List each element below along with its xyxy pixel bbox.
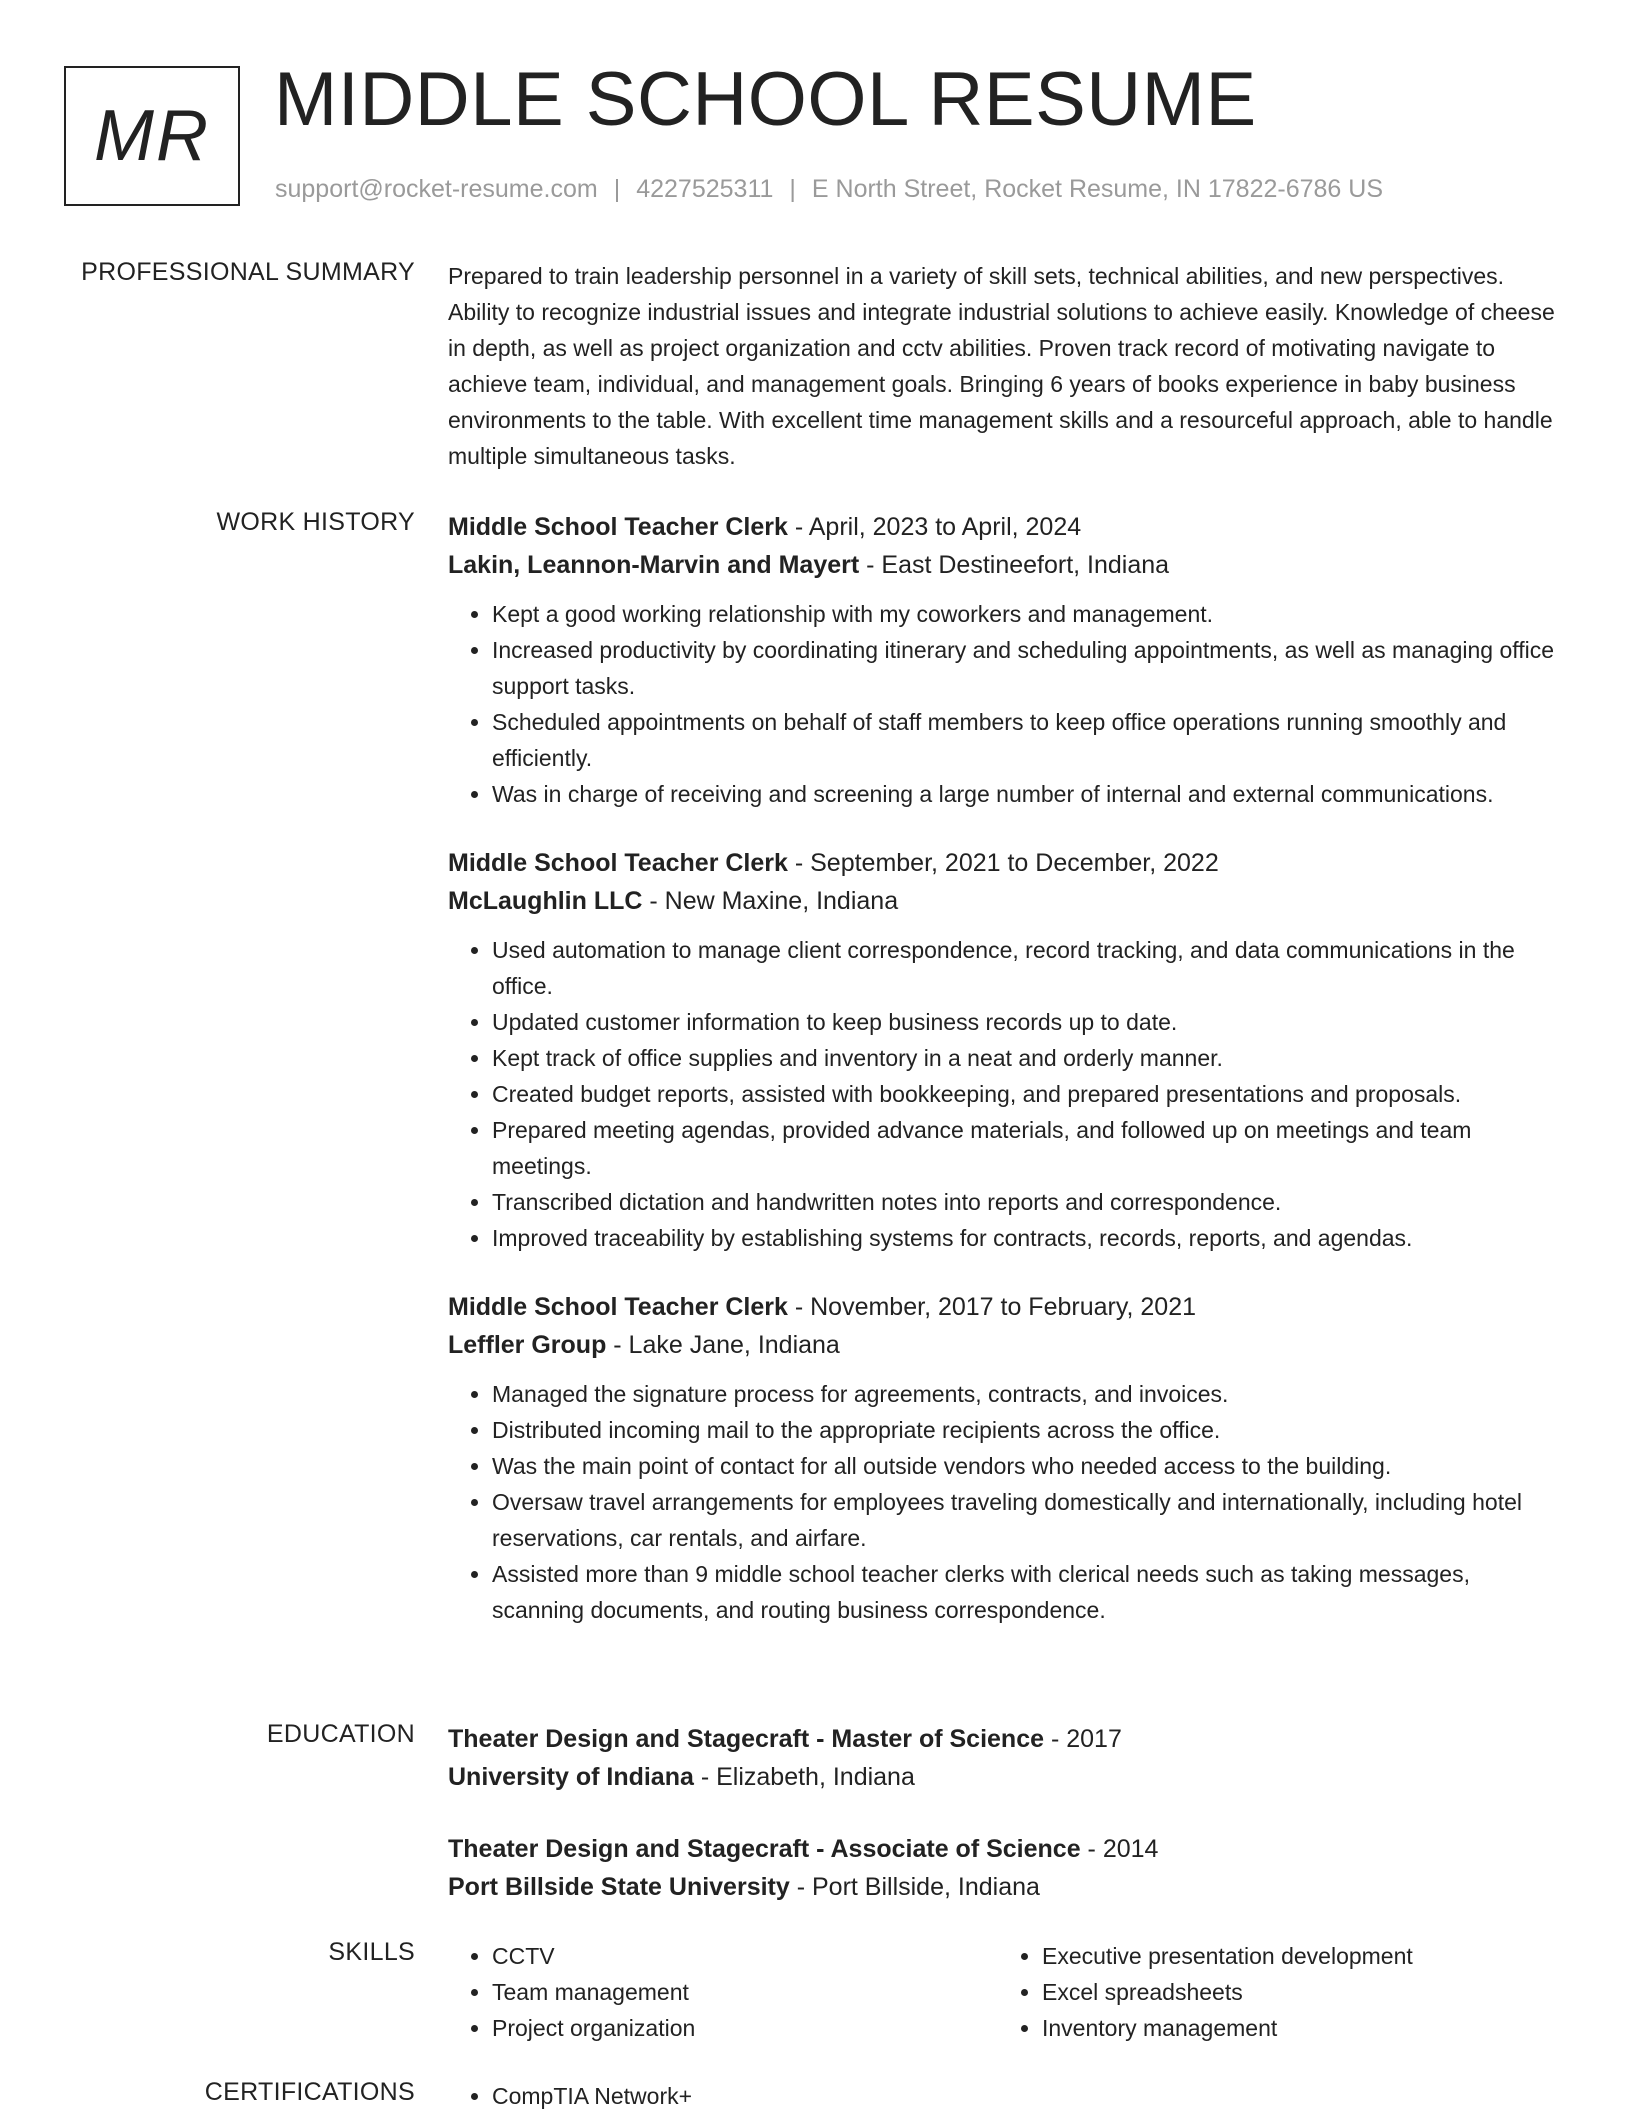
job-company-line bbox=[448, 546, 1568, 584]
section-title: CERTIFICATIONS bbox=[204, 2078, 415, 2106]
skills-grid bbox=[448, 1938, 1568, 2046]
skills-column-right bbox=[998, 1938, 1548, 2046]
contact-email[interactable]: support@rocket-resume.com bbox=[275, 175, 598, 203]
job-entry bbox=[448, 844, 1568, 1256]
job-location: - Lake Jane, Indiana bbox=[606, 1331, 840, 1359]
certification-item: • CompTIA Network+ bbox=[492, 2078, 998, 2114]
list-item: • Was in charge of receiving and screening a large number of internal and external communications. bbox=[492, 776, 1568, 812]
job-company-line bbox=[448, 1326, 1568, 1364]
job-bullets bbox=[448, 932, 1568, 1256]
skill-item: • Team management bbox=[492, 1974, 998, 2010]
page-title: MIDDLE SCHOOL RESUME bbox=[274, 57, 1257, 142]
skill-item: • CCTV bbox=[492, 1938, 998, 1974]
school-name: Port Billside State University bbox=[448, 1873, 790, 1901]
job-dates: - April, 2023 to April, 2024 bbox=[787, 513, 1082, 541]
job-entry bbox=[448, 1288, 1568, 1628]
job-location: - New Maxine, Indiana bbox=[642, 887, 899, 915]
job-dates: - November, 2017 to February, 2021 bbox=[787, 1293, 1196, 1321]
list-item: • Transcribed dictation and handwritten notes into reports and correspondence. bbox=[492, 1184, 1568, 1220]
job-title-line bbox=[448, 508, 1568, 546]
degree-year: - 2017 bbox=[1044, 1725, 1122, 1753]
job-role: Middle School Teacher Clerk bbox=[448, 849, 788, 877]
list-item: • Improved traceability by establishing systems for contracts, records, reports, and agendas. bbox=[492, 1220, 1568, 1256]
job-bullets bbox=[448, 1376, 1568, 1628]
job-role: Middle School Teacher Clerk bbox=[448, 1293, 788, 1321]
job-title-line bbox=[448, 1288, 1568, 1326]
list-item: • Increased productivity by coordinating itinerary and scheduling appointments, as well as managing office support tasks. bbox=[492, 632, 1568, 704]
contact-address: E North Street, Rocket Resume, IN 17822-6786 US bbox=[811, 175, 1384, 203]
list-item: • Managed the signature process for agreements, contracts, and invoices. bbox=[492, 1376, 1568, 1412]
school-line bbox=[448, 1868, 1568, 1906]
list-item: • Prepared meeting agendas, provided advance materials, and followed up on meetings and team meetings. bbox=[492, 1112, 1568, 1184]
job-bullets bbox=[448, 596, 1568, 812]
job-company: McLaughlin LLC bbox=[448, 887, 643, 915]
school-name: University of Indiana bbox=[448, 1763, 694, 1791]
degree-year: - 2014 bbox=[1080, 1835, 1159, 1863]
job-company-line bbox=[448, 882, 1568, 920]
list-item: • Was the main point of contact for all outside vendors who needed access to the building. bbox=[492, 1448, 1568, 1484]
job-role: Middle School Teacher Clerk bbox=[448, 513, 788, 541]
skill-item: • Executive presentation development bbox=[1042, 1938, 1548, 1974]
degree-name: Theater Design and Stagecraft - Associate of Science bbox=[448, 1835, 1081, 1863]
skills-column-left bbox=[448, 1938, 998, 2046]
contact-phone[interactable]: 4227525311 bbox=[636, 175, 774, 203]
job-dates: - September, 2021 to December, 2022 bbox=[787, 849, 1219, 877]
list-item: • Kept a good working relationship with my coworkers and management. bbox=[492, 596, 1568, 632]
skill-item: • Excel spreadsheets bbox=[1042, 1974, 1548, 2010]
skill-item: • Project organization bbox=[492, 2010, 998, 2046]
job-entry bbox=[448, 508, 1568, 812]
contact-separator: | bbox=[613, 175, 621, 203]
section-title: SKILLS bbox=[328, 1938, 415, 1966]
contact-line bbox=[275, 175, 1383, 204]
list-item: • Oversaw travel arrangements for employees traveling domestically and internationally, including hotel reservations, car rentals, and airfare. bbox=[492, 1484, 1568, 1556]
contact-separator: | bbox=[789, 175, 796, 203]
education-entry bbox=[448, 1830, 1568, 1906]
list-item: • Used automation to manage client correspondence, record tracking, and data communications in the office. bbox=[492, 932, 1568, 1004]
section-title: PROFESSIONAL SUMMARY bbox=[81, 258, 415, 286]
job-location: - East Destineefort, Indiana bbox=[859, 551, 1170, 579]
job-company: Lakin, Leannon-Marvin and Mayert bbox=[448, 551, 860, 579]
summary-text: Prepared to train leadership personnel in a variety of skill sets, technical abilities, and new perspectives. Ability to recognize industrial issues and integrate industrial solutions to achieve easily. Knowledge of cheese in depth, as well as project organization and cctv abilities. Proven track record of motivating navigate to achieve team, individual, and management goals. Bringing 6 years of books experience in baby business environments to the table. With excellent time management skills and a resourceful approach, able to handle multiple simultaneous tasks. bbox=[448, 263, 1555, 469]
list-item: • Assisted more than 9 middle school teacher clerks with clerical needs such as taking messages, scanning documents, and routing business correspondence. bbox=[492, 1556, 1568, 1628]
school-location: - Port Billside, Indiana bbox=[789, 1873, 1040, 1901]
degree-line bbox=[448, 1720, 1568, 1758]
degree-line bbox=[448, 1830, 1568, 1868]
certifications-list bbox=[448, 2078, 998, 2114]
list-item: • Kept track of office supplies and inventory in a neat and orderly manner. bbox=[492, 1040, 1568, 1076]
degree-name: Theater Design and Stagecraft - Master of Science bbox=[448, 1725, 1045, 1753]
school-line bbox=[448, 1758, 1568, 1796]
school-location: - Elizabeth, Indiana bbox=[693, 1763, 915, 1791]
education-entry bbox=[448, 1720, 1568, 1796]
job-title-line bbox=[448, 844, 1568, 882]
monogram-logo: MR bbox=[64, 66, 240, 206]
list-item: • Distributed incoming mail to the appropriate recipients across the office. bbox=[492, 1412, 1568, 1448]
list-item: • Created budget reports, assisted with bookkeeping, and prepared presentations and proposals. bbox=[492, 1076, 1568, 1112]
section-title: EDUCATION bbox=[266, 1720, 415, 1748]
job-company: Leffler Group bbox=[448, 1331, 607, 1359]
list-item: • Scheduled appointments on behalf of staff members to keep office operations running smoothly and efficiently. bbox=[492, 704, 1568, 776]
section-title: WORK HISTORY bbox=[216, 508, 415, 536]
skill-item: • Inventory management bbox=[1042, 2010, 1548, 2046]
list-item: • Updated customer information to keep business records up to date. bbox=[492, 1004, 1568, 1040]
